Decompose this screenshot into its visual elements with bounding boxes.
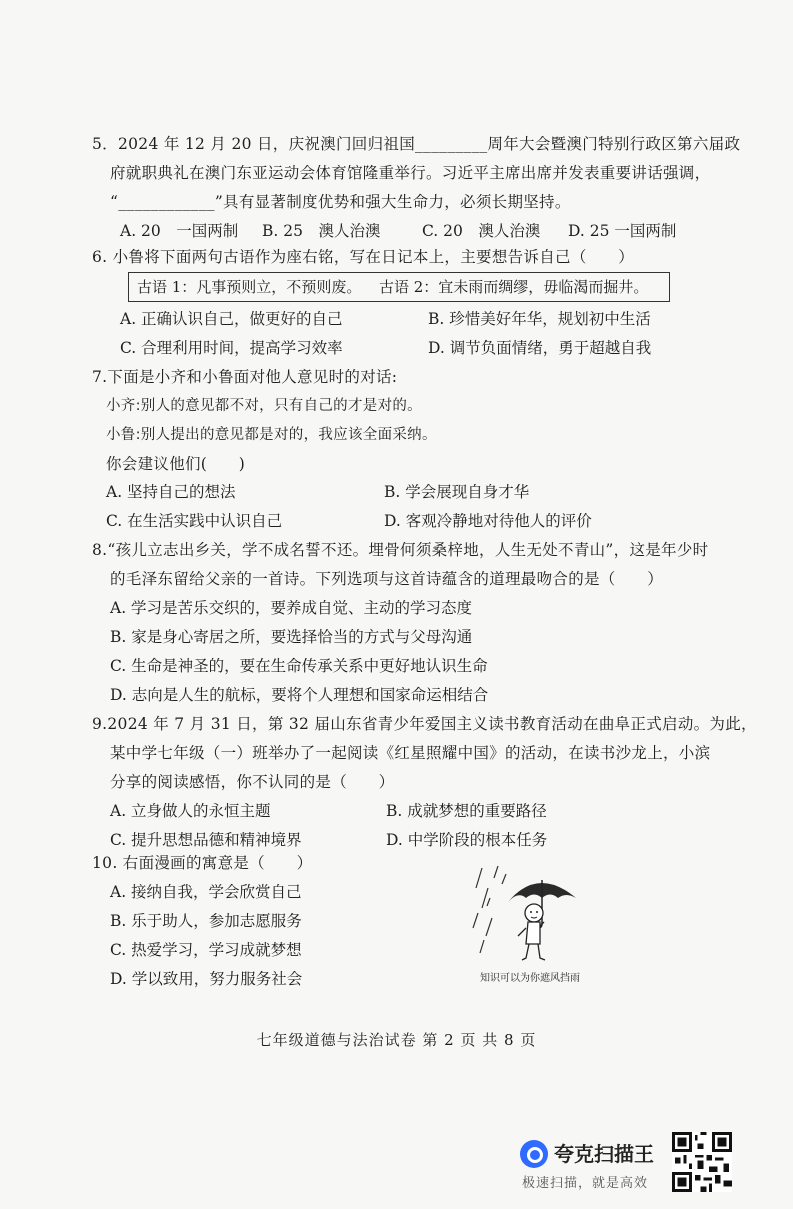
q6-quote-2: 古语 2：宜未雨而绸缪，毋临渴而掘井。 [379,278,649,296]
cartoon-caption: 知识可以为你遮风挡雨 [480,973,580,984]
q9-stem-line1: 9.2024 年 7 月 31 日，第 32 届山东省青少年爱国主义读书教育活动在曲阜正式启动。为此， [92,715,757,733]
q8-stem-line2: 的毛泽东留给父亲的一首诗。下列选项与这首诗蕴含的道理最吻合的是（ ） [110,570,664,588]
q7-stem: 7.下面是小齐和小鲁面对他人意见时的对话: [92,368,398,386]
scanner-name: 夸克扫描王 [554,1142,654,1166]
q8-option-d: D. 志向是人生的航标，要将个人理想和国家命运相结合 [110,686,489,704]
q8-option-c: C. 生命是神圣的，要在生命传承关系中更好地认识生命 [110,657,488,675]
q9-option-c: C. 提升思想品德和精神境界 [110,831,302,849]
q5-option-d: D. 25 一国两制 [568,222,677,240]
q6-option-c: C. 合理利用时间，提高学习效率 [120,339,343,357]
q9-option-b: B. 成就梦想的重要路径 [386,802,547,820]
q10-stem: 10. 右面漫画的寓意是（ ） [92,854,313,872]
q8-option-b: B. 家是身心寄居之所，要选择恰当的方式与父母沟通 [110,628,473,646]
q10-option-c: C. 热爱学习，学习成就梦想 [110,941,302,959]
q7-option-d: D. 客观冷静地对待他人的评价 [384,512,592,530]
q7-option-c: C. 在生活实践中认识自己 [106,512,283,530]
q5-option-c: C. 20 澳人治澳 [422,222,541,240]
q7-option-b: B. 学会展现自身才华 [384,483,530,501]
q7-question: 你会建议他们( ) [106,455,246,473]
q6-option-d: D. 调节负面情绪，勇于超越自我 [428,339,652,357]
q5-option-a: A. 20 一国两制 [120,222,239,240]
q8-option-a: A. 学习是苦乐交织的，要养成自觉、主动的学习态度 [110,599,473,617]
q9-stem-line3: 分享的阅读感悟，你不认同的是（ ） [110,773,395,791]
qr-code-icon [672,1132,732,1192]
q6-quote-box [128,272,670,302]
q5-stem-line3: “____________”具有显著制度优势和强大生命力，必须长期坚持。 [110,193,571,211]
page-footer: 七年级道德与法治试卷 第 2 页 共 8 页 [256,1031,537,1049]
q7-option-a: A. 坚持自己的想法 [106,483,236,501]
q7-dialogue-xiaolu: 小鲁:别人提出的意见都是对的，我应该全面采纳。 [106,427,437,443]
q9-option-d: D. 中学阶段的根本任务 [386,831,548,849]
scanner-watermark [520,1136,670,1192]
q9-option-a: A. 立身做人的永恒主题 [110,802,271,820]
q7-dialogue-xiaoqi: 小齐:别人的意见都不对，只有自己的才是对的。 [106,398,422,414]
scanner-slogan: 极速扫描，就是高效 [522,1176,649,1191]
q6-quote-1: 古语 1：凡事预则立，不预则废。 [137,278,362,296]
q8-stem-line1: 8.“孩儿立志出乡关，学不成名誓不还。埋骨何须桑梓地，人生无处不青山”，这是年少时 [92,541,709,559]
q10-option-b: B. 乐于助人，参加志愿服务 [110,912,302,930]
q6-stem: 6. 小鲁将下面两句古语作为座右铭，写在日记本上，主要想告诉自己（ ） [92,248,635,266]
q6-option-a: A. 正确认识自己，做更好的自己 [120,310,343,328]
q5-option-b: B. 25 澳人治澳 [262,222,381,240]
q5-stem-line2: 府就职典礼在澳门东亚运动会体育馆隆重举行。习近平主席出席并发表重要讲话强调， [110,164,711,182]
q9-stem-line2: 某中学七年级（一）班举办了一起阅读《红星照耀中国》的活动，在读书沙龙上，小滨 [110,744,711,762]
q10-option-a: A. 接纳自我，学会欣赏自己 [110,883,302,901]
q10-option-d: D. 学以致用，努力服务社会 [110,970,303,988]
umbrella-cartoon-image [468,858,608,980]
q5-stem-line1: 5．2024 年 12 月 20 日，庆祝澳门回归祖国_________周年大会暨澳门特别行政区第六届政 [92,135,741,153]
q6-option-b: B. 珍惜美好年华，规划初中生活 [428,310,651,328]
quark-logo-icon [520,1140,548,1168]
